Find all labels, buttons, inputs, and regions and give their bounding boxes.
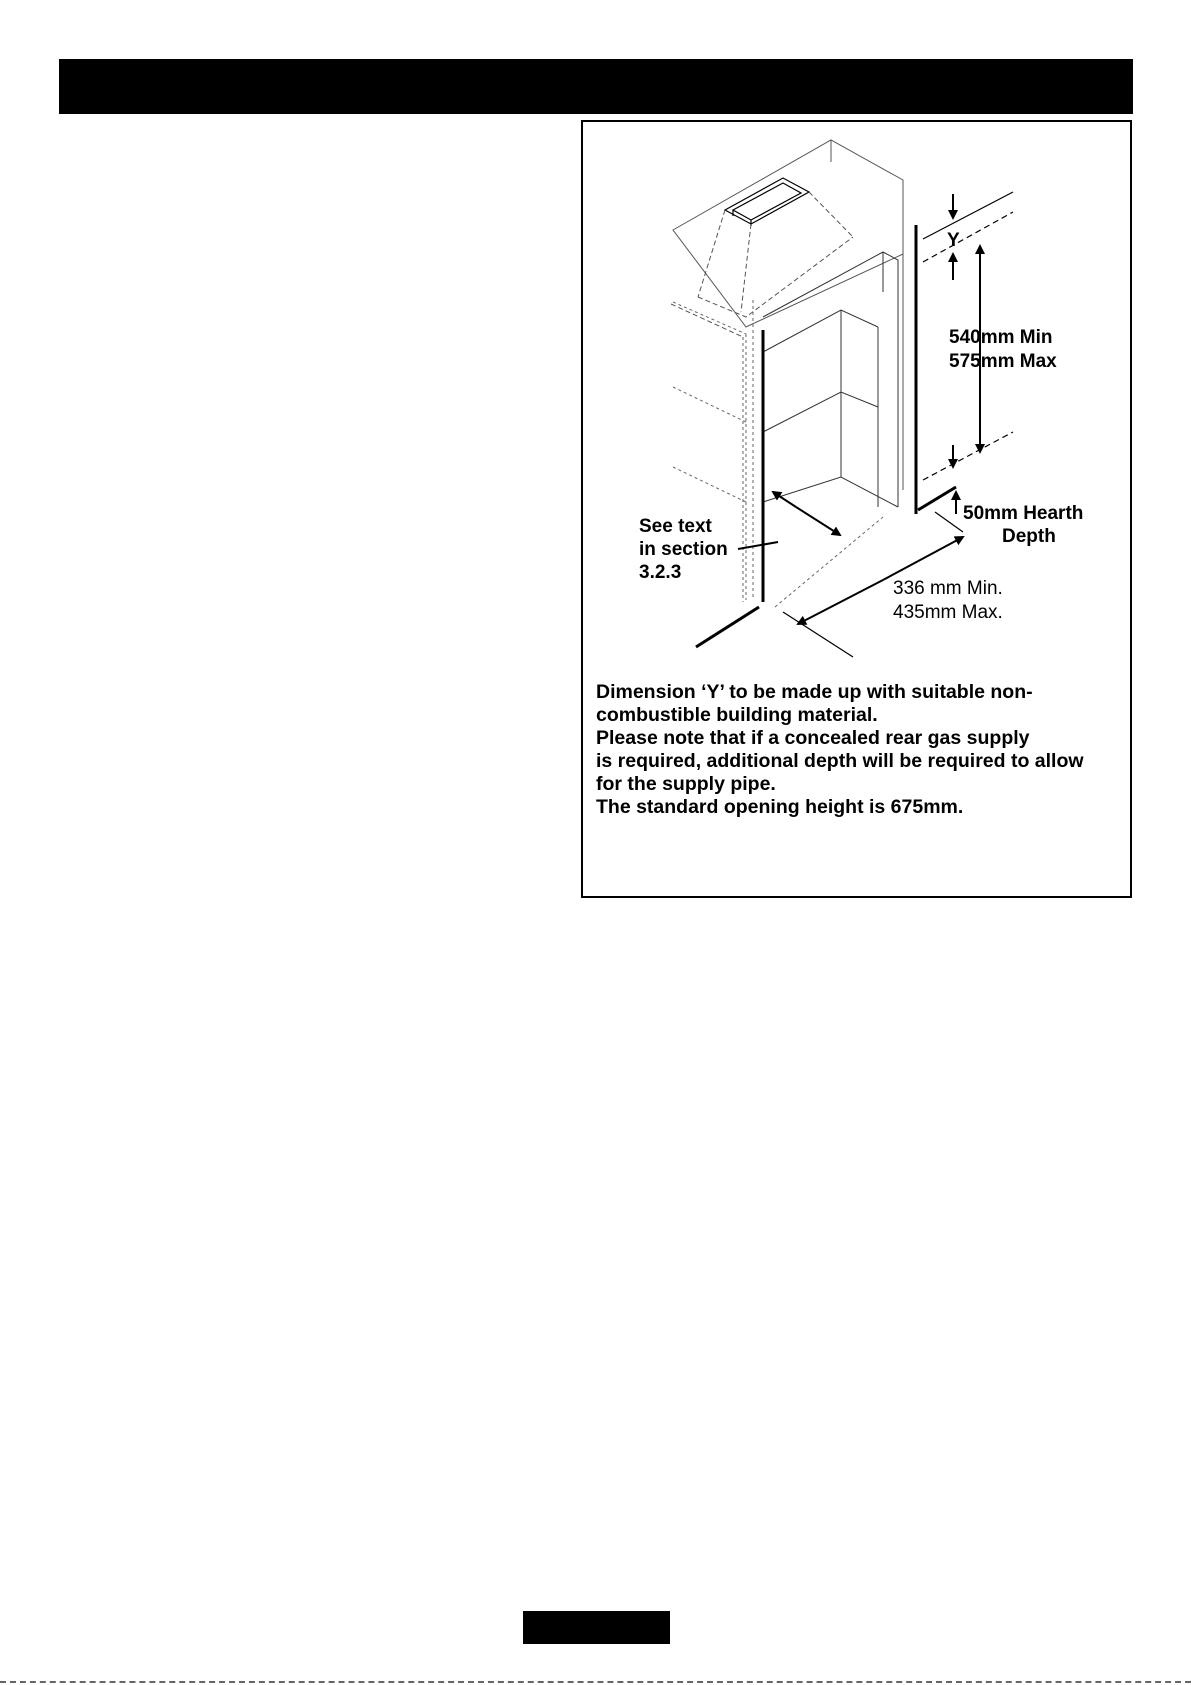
wall-dashed-outline (673, 300, 883, 607)
section-header-bar (59, 59, 1133, 114)
dimension-arrows (738, 194, 980, 624)
caption-line: The standard opening height is 675mm. (596, 796, 964, 818)
flue-outlet (725, 178, 809, 226)
label-section-number: 3.2.3 (639, 562, 682, 583)
caption-line: for the supply pipe. (596, 773, 776, 795)
figure-caption (596, 681, 1126, 819)
caption-line: Dimension ‘Y’ to be made up with suitable non- (596, 681, 1033, 703)
label-height-min: 540mm Min (949, 327, 1053, 348)
fireplace-opening-figure (581, 120, 1132, 898)
chimney-breast-top (673, 140, 903, 490)
label-depth-min: 336 mm Min. (893, 578, 1003, 599)
label-see-text: See text (639, 516, 712, 537)
caption-line: Please note that if a concealed rear gas supply (596, 727, 1030, 749)
label-y: Y (947, 230, 960, 251)
label-height-max: 575mm Max (949, 351, 1057, 372)
label-depth-max: 435mm Max. (893, 602, 1003, 623)
label-in-section: in section (639, 539, 728, 560)
label-hearth-depth-2: Depth (1002, 526, 1056, 547)
page-bottom-rule (0, 1681, 1191, 1683)
fireplace-opening-diagram (583, 122, 1130, 682)
caption-line: is required, additional depth will be required to allow (596, 750, 1084, 772)
page-number-block (523, 1611, 670, 1644)
label-hearth-depth: 50mm Hearth (963, 503, 1084, 524)
caption-line: combustible building material. (596, 704, 878, 726)
firebox-interior (763, 252, 898, 507)
